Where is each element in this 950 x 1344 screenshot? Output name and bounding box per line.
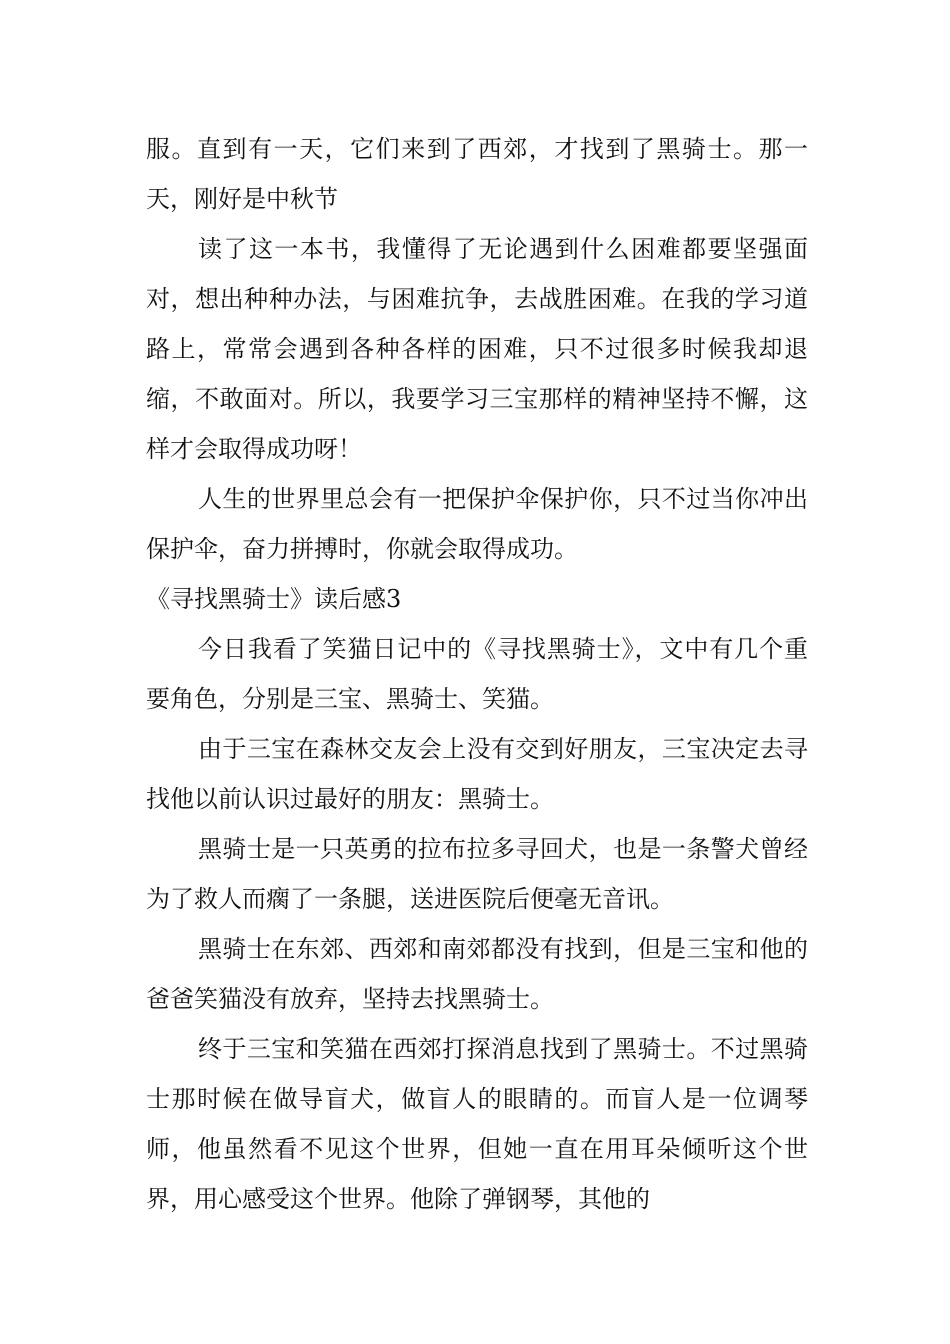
document-body xyxy=(146,124,808,1224)
paragraph-7: 黑骑士在东郊、西郊和南郊都没有找到，但是三宝和他的爸爸笑猫没有放弃，坚持去找黑骑士。 xyxy=(146,935,808,1013)
paragraph-4: 今日我看了笑猫日记中的《寻找黑骑士》，文中有几个重要角色，分别是三宝、黑骑士、笑猫。 xyxy=(146,635,808,713)
paragraph-1: 服。直到有一天，它们来到了西郊，才找到了黑骑士。那一天，刚好是中秋节 xyxy=(146,135,808,213)
paragraph-6: 黑骑士是一只英勇的拉布拉多寻回犬，也是一条警犬曾经为了救人而瘸了一条腿，送进医院后便毫无音讯。 xyxy=(146,835,808,913)
paragraph-2: 读了这一本书，我懂得了无论遇到什么困难都要坚强面对，想出种种办法，与困难抗争，去战胜困难。在我的学习道路上，常常会遇到各种各样的困难，只不过很多时候我却退缩，不敢面对。所以，我要学习三宝那样的精神坚持不懈，这样才会取得成功呀！ xyxy=(146,235,808,463)
paragraph-8: 终于三宝和笑猫在西郊打探消息找到了黑骑士。不过黑骑士那时候在做导盲犬，做盲人的眼睛的。而盲人是一位调琴师，他虽然看不见这个世界，但她一直在用耳朵倾听这个世界，用心感受这个世界。他除了弹钢琴，其他的 xyxy=(146,1035,808,1213)
paragraph-3: 人生的世界里总会有一把保护伞保护你，只不过当你冲出保护伞，奋力拼搏时，你就会取得成功。 xyxy=(146,485,808,563)
paragraph-5: 由于三宝在森林交友会上没有交到好朋友，三宝决定去寻找他以前认识过最好的朋友：黑骑士。 xyxy=(146,735,808,813)
section-title: 《寻找黑骑士》读后感3 xyxy=(146,585,402,613)
